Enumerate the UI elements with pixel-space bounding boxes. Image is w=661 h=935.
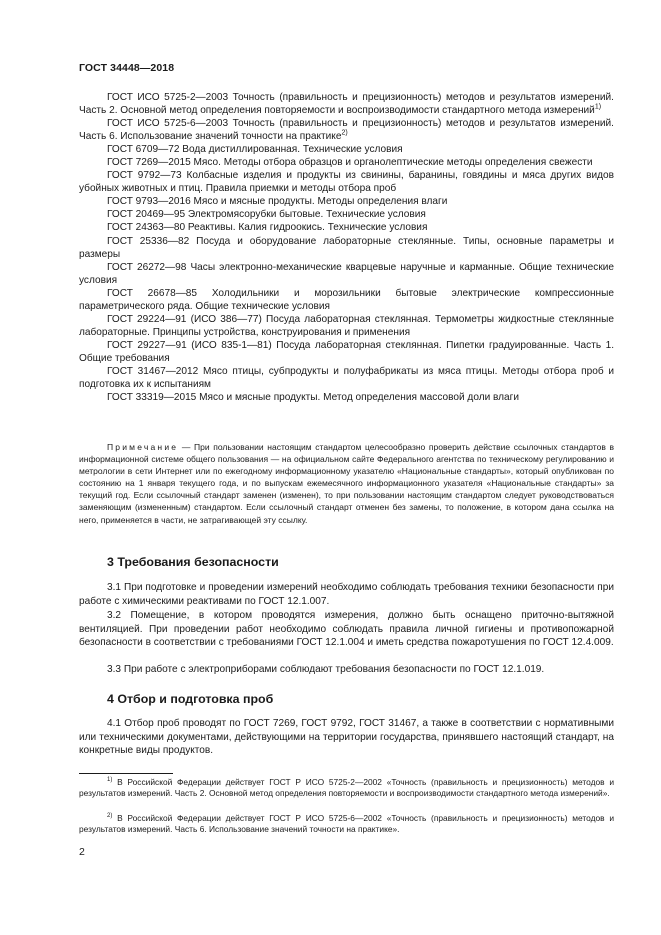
reference-item: ГОСТ 29224—91 (ИСО 386—77) Посуда лабораторная стеклянная. Термометры жидкостные стеклянные лабораторные. Принципы устройства, конструирования и применения — [79, 313, 614, 338]
reference-item: ГОСТ 20469—95 Электромясорубки бытовые. Технические условия — [107, 209, 426, 221]
reference-item: ГОСТ ИСО 5725-6—2003 Точность (правильность и прецизионность) методов и результатов измерений. Часть 6. Использование значений точности на практике$^{2)}$ — [79, 118, 614, 143]
reference-item: ГОСТ 31467—2012 Мясо птицы, субпродукты и полуфабрикаты из мяса птицы. Методы отбора проб и подготовка их к испытаниям — [79, 365, 614, 391]
reference-item: ГОСТ 9793—2016 Мясо и мясные продукты. Методы определения влаги — [107, 196, 448, 208]
reference-item: ГОСТ 6709—72 Вода дистиллированная. Технические условия — [107, 144, 403, 156]
paragraph-3-1: 3.1 При подготовке и проведении измерений необходимо соблюдать требования техники безопасности при работе с химическими реактивами по ГОСТ 12.1.007. — [79, 582, 614, 607]
note-text: — При пользовании настоящим стандартом целесообразно проверить действие ссылочных стандартов в информационной системе общего пользования — на официальном сайте Федерального агентства по техническому регулированию и метрологии в сети Интернет или по ежегодному информационному указателю «Национальные стандарты», который опубликован по состоянию на 1 января текущего года, и по выпускам ежемесячного информационного указателя «Национальные стандарты» за текущий год. Если ссылочный стандарт заменен (изменен), то при пользовании настоящим стандартом следует руководствоваться заменяющим (измененным) стандартом. Если ссылочный стандарт отменен без замены, то положение, в котором дана ссылка на него, применяется в части, не затрагивающей эту ссылку. — [79, 442, 614, 525]
reference-item: ГОСТ ИСО 5725-2—2003 Точность (правильность и прецизионность) методов и результатов измерений. Часть 2. Основной метод определения повторяемости и воспроизводимости стандартного метода измерений$^{1)}$ — [79, 92, 614, 117]
reference-item: ГОСТ 24363—80 Реактивы. Калия гидроокись. Технические условия — [107, 222, 428, 234]
reference-item: ГОСТ 26272—98 Часы электронно-механические кварцевые наручные и карманные. Общие технические условия — [79, 261, 614, 286]
reference-item: ГОСТ 25336—82 Посуда и оборудование лабораторные стеклянные. Типы, основные параметры и размеры — [79, 235, 614, 260]
footnote-2: $^{2)}$ В Российской Федерации действует ГОСТ Р ИСО 5725-6—2002 «Точность (правильность и прецизионность) методов и результатов измерений. Часть 6. Использование значений точности на практике». — [79, 813, 614, 835]
section-3-heading: 3 Требования безопасности — [107, 555, 279, 569]
footnote-separator — [79, 773, 173, 774]
references-note — [79, 441, 614, 526]
normative-references-list — [79, 91, 614, 404]
paragraph-3-2: 3.2 Помещение, в котором проводятся измерения, должно быть оснащено приточно-вытяжной вентиляцией. При проведении работ необходимо соблюдать правила личной гигиены и противопожарной безопасности в соответствии с требованиями ГОСТ 12.1.004 и иметь средства пожаротушения по ГОСТ 12.4.009. — [79, 610, 614, 649]
paragraph-4-1: 4.1 Отбор проб проводят по ГОСТ 7269, ГОСТ 9792, ГОСТ 31467, а также в соответствии с нормативными или техническими документами, действующими на территории государства, принявшего настоящий стандарт, на конкретные виды продуктов. — [79, 718, 614, 757]
note-label: Примечание — [107, 442, 179, 452]
reference-item: ГОСТ 29227—91 (ИСО 835-1—81) Посуда лабораторная стеклянная. Пипетки градуированные. Часть 1. Общие требования — [79, 339, 614, 364]
reference-item: ГОСТ 33319—2015 Мясо и мясные продукты. Метод определения массовой доли влаги — [107, 392, 519, 404]
section-4-heading: 4 Отбор и подготовка проб — [107, 692, 274, 706]
reference-item: ГОСТ 26678—85 Холодильники и морозильники бытовые электрические компрессионные параметрического ряда. Общие технические условия — [79, 287, 614, 312]
footnote-1: $^{1)}$ В Российской Федерации действует ГОСТ Р ИСО 5725-2—2002 «Точность (правильность и прецизионность) методов и результатов измерений. Часть 2. Основной метод определения повторяемости и воспроизводимости стандартного метода измерений». — [79, 777, 614, 799]
page-number: 2 — [79, 846, 85, 858]
paragraph-3-3: 3.3 При работе с электроприборами соблюдают требования безопасности по ГОСТ 12.1.019. — [107, 664, 545, 675]
document-header: ГОСТ 34448—2018 — [79, 62, 175, 74]
reference-item: ГОСТ 7269—2015 Мясо. Методы отбора образцов и органолептические методы определения свежести — [107, 157, 593, 169]
reference-item: ГОСТ 9792—73 Колбасные изделия и продукты из свинины, баранины, говядины и мяса других видов убойных животных и птиц. Правила приемки и методы отбора проб — [79, 170, 614, 195]
